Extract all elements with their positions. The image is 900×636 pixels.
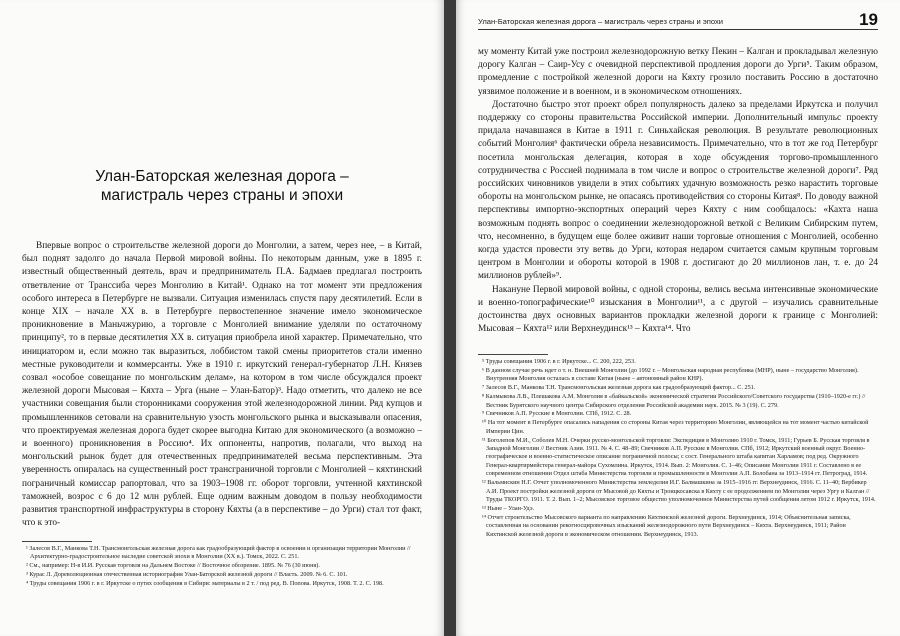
left-page xyxy=(0,0,444,636)
footnote: ¹ Залесов В.Г., Манкова Т.Н. Трансмонгольская железная дорога как градообразующий фактор в освоении и организации территории Монголии // Архитектурно-градостроительное наследие советской эпохи в Монголии (XX в.). Томск, 2022. С. 251. xyxy=(26,545,411,561)
paragraph: Впервые вопрос о строительстве железной дороги до Монголии, а затем, через нее, – в Китай, был поднят задолго до начала Первой мировой войны. По некоторым данным, уже в 1895 г. известный общественный деятель, врач и предприниматель П.А. Бадмаев предлагал построить ответвление от Транссиба через Монголию в Китай¹. Однако на тот момент эти предложения особого интереса в Петербурге не вызвали. Ситуация изменилась спустя пару десятилетий. Если в конце XIX – начале XX в. в Петербурге первостепенное значение имело экономическое проникновение в Маньчжурию, а торговле с Монголией внимание уделяли по остаточному принципу², то в первые десятилетия XX в. ситуация приобрела иной характер. Примечательно, что инициатором и, если можно так выразиться, лоббистом такой смены приоритетов стали именно местные руководители и коммерсанты. Уже в 1910 г. иркутский генерал-губернатор Л.Н. Князев созвал «особое совещание по монгольским делам», на котором в том числе обсуждался проект железной дороги Мысовая – Кяхта – Урга (ныне – Улан-Батор)³. Надо отметить, что далеко не все участники совещания были сторонниками сооружения этой железнодорожной линии. Ряд купцов и промышленников сетовали на сравнительную узость монгольского рынка и высказывали опасения, что проектируемая железная дорога будет скорее выгодна Китаю для экономического (а возможно – и военного) проникновения в Россию⁴. Их оппоненты, напротив, полагали, что выход на монгольский рынок будет для отечественных предпринимателей весьма перспективным. Эта уверенность опиралась на существенный рост трансграничной торговли с Монголией – кяхтинский пограничный комиссар рапортовал, что за 1903–1908 гг. оборот торговли, учтенной кяхтинской таможней, возрос с 6 до 12 млн рублей. Еще одним важным доводом в пользу необходимости развития транспортной инфраструктуры в сторону Кяхты (а в перспективе – до Урги) стал тот факт, что к это- xyxy=(22,241,422,529)
page-number: 19 xyxy=(859,10,878,29)
footnote-rule xyxy=(478,354,548,355)
book-gutter xyxy=(444,0,456,636)
header-rule xyxy=(478,29,878,30)
footnote: ³ Курас Л. Дореволюционная отечественная историография Улан-Баторской железной дороги // Власть. 2009. № 6. С. 101. xyxy=(26,571,348,579)
chapter-title xyxy=(40,167,404,205)
paragraph: Накануне Первой мировой войны, с одной стороны, велись весьма интенсивные экономические и военно-топографические¹⁰ изыскания в Монголии¹¹, а с другой – изучались сравнительные достоинства двух основных вариантов прокладки железной дороги к границе с Монголией: Мысовая – Кяхта¹² или Верхнеудинск¹³ – Кяхта¹⁴. Что xyxy=(478,284,878,335)
right-body-text xyxy=(478,46,878,336)
footnote: ² См., например: Н-в И.И. Русская торговля на Дальнем Востоке // Восточное обозрение. 1895. № 76 (30 июня). xyxy=(26,562,320,570)
right-page xyxy=(456,0,900,636)
footnote: ⁸ Калмыкова Л.В., Плешакова А.М. Монголия в «байкальской» экономической стратегии Российского/Советского государства (1910–1920-е гг.) // Вестник Бурятского научного центра Сибирского отделения Российской академии наук. 2015. № 3 (19). С. 279. xyxy=(482,393,866,409)
footnote: ⁴ Труды совещания 1906 г. в г. Иркутске о путях сообщения в Сибири: материалы в 2 т. / под ред. В. Попова. Иркутск, 1908. Т. 2. С. 198. xyxy=(26,580,384,588)
footnote: ¹⁰ На тот момент в Петербурге опасались нападения со стороны Китая через территорию Монголии, являющейся на тот момент частью китайской Империи Цин. xyxy=(482,419,869,435)
footnote: ¹¹ Боголепов М.И., Соболев М.Н. Очерки русско-монгольской торговли: Экспедиция в Монголию 1910 г. Томск, 1911; Гурьев Б. Русская торговля в Западной Монголии // Вестник Азии. 1911. № 4. С. 48–89; Свечников А.П. Русские в Монголии. СПб, 1912; Иркутский военный округ. Военно-географическое и военно-статистическое описание пограничной полосы; с сост. Генерального штаба капитан Харламов; под ред. Окружного Генерал-квартирмейстера генерал-майора Сухомлина. Иркутск, 1914. Вып. 2: Монголия. С. 1–46; Описание Монголии 1911 г. Составлено в ее современном отношении Отдел штаба Министерства торговли и промышленности в Монголии А.П. Болобана за 1913–1914 гг. Петроград, 1914. xyxy=(482,436,870,478)
footnote: ¹⁴ Отчет строительство Мысовского варианта по направлению Кяхтинской железной дороги. Верхнеудинск, 1914; Объяснительная записка, составленная на основании рекогносцировочных изысканий железнодорожного пути Верхнеудинск – Кяхта. Верхнеудинск, 1911; Район Кяхтинской железной дороги в экономическом отношении. Верхнеудинск, 1913. xyxy=(482,513,851,538)
running-head: Улан-Баторская железная дорога – магистраль через страны и эпохи xyxy=(478,17,724,26)
footnote: ¹² Вальмискин Н.Г. Отчет уполномоченного Министерства земледелия И.Г. Балмашкина за 1915–1916 гг. Верхнеудинск, 1916. С. 11–40; Вербикер А.И. Проект постройки железной дороги от Мысовой до Кяхты и Троицкосавска в Кяхту с ее продолжением по Монголии через Ургу и Калган // Труды ТКОРГО. 1911. Т. 2. Вып. 1–2; Мысовское торговое общество уполномоченное Министерства путей сообщения летом 1912 г. Иркутск, 1914. xyxy=(482,479,876,503)
footnote: ⁹ Свечников А.П. Русские в Монголии. СПб, 1912. С. 28. xyxy=(482,410,632,418)
left-footnotes xyxy=(22,541,422,589)
footnote: ⁶ В данном случае речь идет о т. н. Внешней Монголии (до 1992 г. – Монгольская народная республика (МНР), ныне – государство Монголия). Внутренняя Монголия осталась в составе Китая (ныне – автономный район КНР). xyxy=(482,366,859,383)
chapter-title-line-2: магистраль через страны и эпохи xyxy=(100,187,344,204)
footnote: ¹³ Ныне – Улан-Удэ. xyxy=(482,504,535,512)
footnote: ⁵ Труды совещания 1906 г. в г. Иркутске... С. 200, 222, 253. xyxy=(482,358,636,365)
chapter-title-line-1: Улан-Баторская железная дорога – xyxy=(95,168,349,185)
paragraph: Достаточно быстро этот проект обрел популярность далеко за пределами Иркутска и получил поддержку со стороны правительства Российской империи. Дополнительный импульс проекту придала начавшаяся в Китае в 1911 г. Синьхайская революция. В результате революционных событий Монголия⁶ фактически обрела независимость. Примечательно, что в тот же год Петербург посетила монгольская делегация, которая в ходе обсуждения торгово-промышленного сотрудничества с Россией поднимала в том числе и вопрос о строительстве железной дороги⁷. Ряд российских чиновников увидели в этих событиях удачную возможность резко нарастить торговые обороты на монгольском рынке, не опасаясь противодействия со стороны Китая⁸. По доводу важной перспективы импортно-экспортных операций через Кяхту с ним сообщалось: «Кахта наша возможным поднять вопрос о соединении железнодорожной веткой с Великим Сибирским путем, что, несомненно, в будущем еще более оживит наши торговые отношения с Монголией, особенно когда удастся провести эту ветвь до Урги, которая недаром считается самым крупным торговым центром в Монголии и обороты которой в 1908 г. достигают до 20 миллионов лан, т. е. до 24 миллионов рублей»⁹. xyxy=(478,99,878,282)
right-footnotes xyxy=(478,354,878,540)
left-body-text xyxy=(22,240,422,530)
footnote: ⁷ Залесов В.Г., Манкова Т.Н. Трансмонгольская железная дорога как градообразующий фактор... С. 251. xyxy=(482,384,756,392)
footnote-rule xyxy=(22,541,92,542)
paragraph: му моменту Китай уже построил железнодорожную ветку Пекин – Калган и прокладывал железную дорогу Калган – Саир-Усу с очевидной перспективой продления дороги до Урги⁵. Таким образом, промедление с постройкой железной дороги на Кяхту грозило поставить Россию в достаточно уязвимое положение и в военном, и в экономическом отношениях. xyxy=(478,47,878,97)
